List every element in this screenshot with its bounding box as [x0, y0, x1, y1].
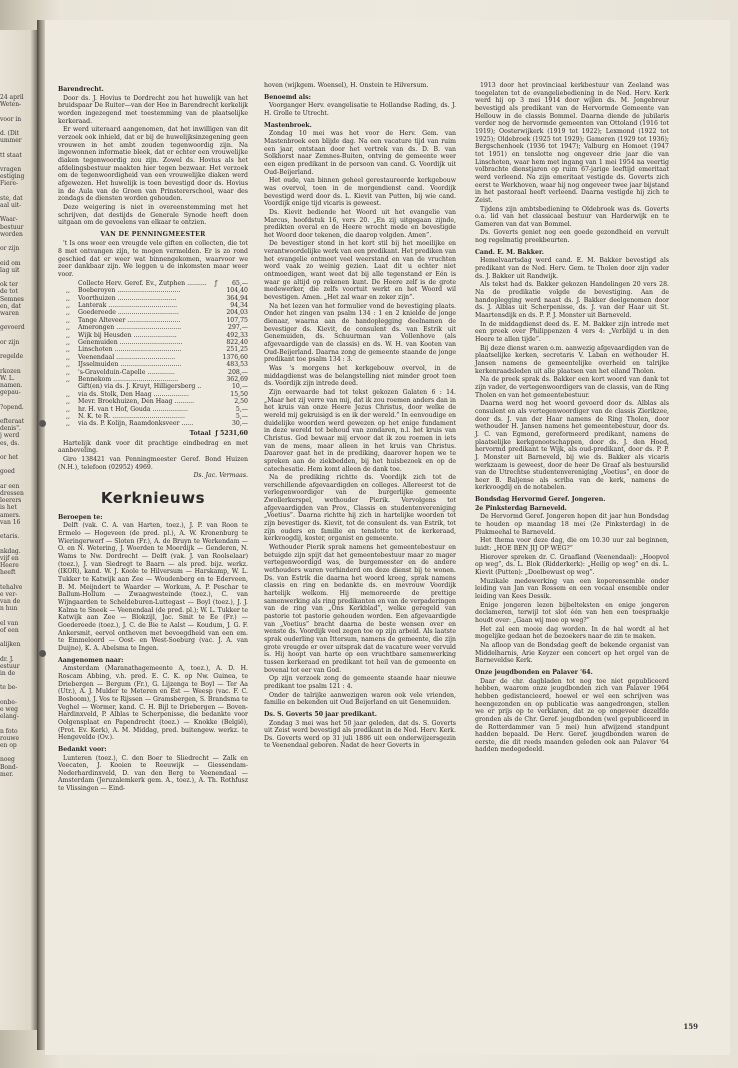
quote-mark: ,,: [66, 376, 70, 384]
quote-mark: ,,: [66, 405, 70, 413]
gift-label: Tange Alteveer ...........................: [78, 316, 181, 324]
adjacent-page-text-fragment: ummer: [0, 137, 22, 145]
gift-label: Gift(en) via ds. J. Kruyt, Hilligersberg ..: [78, 383, 202, 391]
magazine-page: [45, 20, 730, 1055]
gift-label: via ds. P. Kolijn, Raamdonksveer ......: [78, 420, 194, 428]
gift-amount: 362,69: [226, 376, 248, 384]
adjacent-page-text-fragment: W. L.: [0, 374, 15, 382]
article-paragraph: Enige jongeren lezen bijbelteksten en enige jongeren declameren, terwijl tot slot één van hen een toespraakje houdt over: „Gaan wij mee op weg?”: [475, 601, 669, 624]
article-paragraph: Daarna werd nog het woord gevoerd door ds. Alblas als consulent en als vertegenwoordiger van de classis Zierikzee, door ds. J. van der Haar namens de Ring Tholen, door wethouder H. Jansen namens het gemeentebestuur, door ds. J. C. van Egmond, gereformeerd predikant, namens de plaatselijke kerkgenootschappen, door ds. J. den Hoed, hervormd predikant te Wijk, als oud-predikant, door ds. P. P. J. Monster uit Barneveld, bij wie ds. Bakker als vicaris werkzaam is geweest, door de heer De Graaf als bestuurslid van de Utrechtse studentenvereniging „Voetius”, en door de heer B. Baljense als scriba van de kerk, namens de kerkvoogdij en de notabelen.: [475, 400, 669, 492]
article-paragraph: Als tekst had ds. Bakker gekozen Handelingen 20 vers 28. Na de predikatie volgde de bevestiging. Aan de handoplegging werd naast ds. J. Bakker deelgenomen door ds. J. Alblas uit Scherpenisse, ds. J. van der Haar uit St. Maartensdijk en ds. P. P. J. Monster uit Barneveld.: [475, 281, 669, 320]
quote-mark: ,,: [66, 353, 70, 361]
kerknieuws-title: Kerknieuws: [100, 488, 206, 507]
adjacent-page-text-fragment: or het: [0, 454, 19, 461]
gift-amount: 65,—: [231, 279, 248, 287]
gift-amount: 104,40: [226, 287, 248, 295]
gift-label: Wijk bij Heusden ......................: [78, 331, 177, 339]
adjacent-page-text-fragment: regelde: [0, 353, 24, 361]
adjacent-page-text-fragment: bestuur: [0, 223, 24, 231]
article-paragraph: Zondag 10 mei was het voor de Herv. Gem. van Mastenbroek een blijde dag. Na een vacature tijd van ruim een jaar, ontstaan door het vertrek van ds. D. B. van Solkhorst naar Zemnes-Buiten, ontving de gemeente weer een eigen predikant in de persoon van cand. G. Voordijk uit Oud-Beijerland.: [264, 130, 456, 176]
gift-amount: 5,—: [235, 413, 248, 421]
gift-label: hr. H. van t Hof, Gouda ..................: [78, 405, 188, 413]
gift-row: [58, 302, 248, 309]
gift-row: [58, 339, 248, 346]
adjacent-page-text-fragment: aal uit-: [0, 202, 22, 209]
quote-mark: ,,: [66, 316, 70, 324]
article-paragraph: Ds. Goverts geniet nog een goede gezondheid en vervult nog regelmatig preekbeurten.: [475, 229, 669, 245]
gift-amount: 204,03: [226, 309, 248, 317]
gift-row: [58, 280, 248, 287]
book-gutter: [37, 20, 45, 1050]
gift-amount: 297,—: [228, 324, 248, 332]
article-paragraph: Er werd uiteraard aangenomen, dat het inwilligen van dit verzoek ook inhield, dat er bij de huwelijksinzegening geen vrouwen in het ambt zouden tegenwoordig zijn. Na ingewonnen informatie bleek, dat er echter een vrouwelijke diaken tegenwoordig zou zijn. Zowel ds. Hovius als het afdelingsbestuur maakten hier tegen bezwaar. Het verzoek om de tegenwoordigheid van een vrouwelijke diaken werd afgewezen. Het huwelijk is toen bevestigd door ds. Hovius in de Aula van de Groen van Prinstererschool, waar des zondags de diensten worden gehouden.: [58, 126, 248, 203]
adjacent-page-text-fragment: es, ds.: [0, 439, 20, 447]
page-number: 159: [683, 1022, 698, 1031]
section-heading-penningmeester: VAN DE PENNINGMEESTER: [100, 230, 206, 238]
quote-mark: ,,: [66, 309, 70, 317]
benoemd-text: Voorganger Herv. evangelisatie te Hollandse Rading, ds. J. H. Grolle te Utrecht.: [264, 102, 456, 117]
adjacent-page-text-fragment: dressen: [0, 490, 24, 497]
section-heading-benoemd: Benoemd als:: [264, 93, 311, 101]
column-3: [475, 82, 669, 755]
column-2: [264, 82, 456, 751]
adjacent-page-text-fragment: Weten-: [0, 101, 22, 109]
bondsdag-subheading: 2e Pinksterdag Barneveld.: [475, 504, 567, 512]
article-paragraph: Door ds. J. Hovius te Dordrecht zou het huwelijk van het bruidspaar De Ruiter—van der Hee in Barendrecht kerkelijk worden ingezegend met toestemming van de plaatselijke kerkeraad.: [58, 94, 248, 125]
palaver-text: Daar de chr. dagbladen tot nog toe niet gepubliceerd hebben, waarom onze jeugdbonden zich van Palaver 1964 hebben gedistancieerd, hoewel er wel een schrijven was heengezonden en op publicatie was aangedrongen, stellen we er prijs op te verklaren, dat ze op ongeveer dezelfde gronden als de Chr. Geref. jeugdbonden (wel gepubliceerd in de Rotterdammer van 5 mei) hun afwijzend standpunt hadden bepaald. De Herv. Geref. jeugdbonden waren de eerste, die dit reeds maanden geleden ook aan Palaver '64 hadden medegedeeld.: [475, 677, 669, 754]
bakker-article: [475, 257, 669, 492]
gift-row: [58, 324, 248, 331]
adjacent-page-text-fragment: rouwe: [0, 734, 20, 742]
gift-amount: 30,—: [231, 420, 248, 428]
adjacent-page-text-fragment: Heere: [0, 562, 19, 569]
column-2-continuation: hoven (wijkgem. Woensel), H. Onstein te Hilversum.: [264, 82, 429, 89]
adjacent-page-text-fragment: amers.: [0, 511, 21, 519]
quote-mark: ,,: [66, 331, 70, 339]
gifts-total: [58, 430, 248, 438]
adjacent-page-text-fragment: of een: [0, 626, 19, 634]
adjacent-page-text-fragment: gepau-: [0, 389, 21, 397]
quote-mark: ,,: [66, 390, 70, 398]
article-paragraph: Zijn eerwaarde had tot tekst gekozen Galaten 6 : 14. „Maar het zij verre van mij, dat ik zou roemen anders dan in het kruis van onze Heere Jezus Christus, door welke de wereld mij gekruisigd is en ik der wereld.” In eenvoudige en duidelijke woorden werd gewezen op het enige fundament in deze wereld tot behoud van zondaren, n.l. het kruis van Christus. God bewaar mij ervoor dat ik zou roemen in iets van de mens, maar alleen in het kruis van Christus. Daarover gaat het in de prediking, daarover hopen we te spreken aan de ziekbedden, bij het huisbezoek en op de catechesatie. Hem komt alleen de dank toe.: [264, 388, 456, 473]
gift-row: [58, 420, 248, 427]
adjacent-page-text-fragment: estuur: [0, 662, 20, 670]
article-paragraph: Het zal een mooie dag worden. In de hal wordt al het mogelijke gedaan het de bezoekers naar de zin te maken.: [475, 625, 669, 641]
quote-mark: ,,: [66, 339, 70, 346]
gift-amount: 208,—: [228, 368, 248, 376]
adjacent-page-text-fragment: Semnes: [0, 295, 24, 303]
adjacent-page-text-fragment: vijf en: [0, 554, 19, 562]
gift-row: [58, 346, 248, 353]
gift-label: Mevr. Broekhuizen, Den Haag ..........: [78, 398, 195, 406]
adjacent-page-text-fragment: efteraat: [0, 418, 25, 425]
adjacent-page-text-fragment: or zijn: [0, 245, 20, 253]
gift-label: 's-Gravelduin-Capelle ..............: [78, 368, 175, 376]
article-paragraph: De bevestiger stond in het kort stil bij het moeilijke en verantwoordelijke werk van een predikant. Het prediken van het evangelie ontmoet veel weerstand en van de vruchten word vaak zo weinig gezien. Laat dit u echter niet ontmoedigen, want weet dat bij alle tegenstand er Eén is waar ge altijd op rekenen kunt. De Heere zelf is de grote medewerker, die zelfs voortuit werkt en het Woord wil bevestigen. Amen. „Het zal waar en zeker zijn”.: [264, 240, 456, 302]
beroepen-text: Delft (vak. C. A. van Harten, toez.), J. P. van Roon te Ermelo — Hogeveen (de pred. pl.), A. W. Kronenburg te Wieringerwerf — Sloten (Fr.), A. de Bruyn te Werkendam — O. en N. Wetering, J. Woerden te Moerdijk — Genderen, N. Wams te Nw. Dordrecht — Delft (vak. J. van Roolselaar) (toez.), J. van Siedregt te Baarn — als pred. bijz. werkz. (IKOR), kand. W. J. Koole te Hilversum — Harskamp, W. L. Tukker te Katwijk aan Zee — Woudenberg en te Ederveen, B. M. Meijndert te Waarder — Workum, A. P. Peschar te Ballum-Hollum — Zwaagwesteinde (toez.), C. van Wijngaarden te Scheldeburen-Luttegast — Boyl (toez.), J. J. Kalma te Sneek — Veenendaal (de pred. pl.); W. L. Tukker te Katwijk aan Zee — Blokzijl, Jac. Smit te Ee (Fr.) — Goedereede (toez.), J. C. de Bie te Aalst — Koudum, J. G. F. Ankersmit, eervol ontheven met bevoegdheid van een em. te Emmeloord — Oost- en West-Soeburg (vac. J. A. van Duijne), K. A. Abelsma te Ingen.: [58, 522, 248, 652]
section-heading-bedankt: Bedankt voor:: [58, 745, 107, 753]
adjacent-page-text-fragment: is het: [0, 504, 17, 512]
adjacent-page-text-fragment: ok ter: [0, 281, 18, 289]
section-heading-bakker: Cand. E. M. Bakker.: [475, 248, 544, 256]
adjacent-page-text-fragment: namen.: [0, 382, 23, 389]
adjacent-page-text-fragment: e weg: [0, 706, 18, 713]
adjacent-page-text-fragment: d. (Dit: [0, 130, 20, 137]
gift-amount: 483,53: [226, 361, 248, 369]
gift-row: [58, 406, 248, 413]
article-paragraph: Na de prediking richtte ds. Voordijk zich tot de verschillende afgevaardigden en colleges. Allereerst tot de verlegenwoordiger van de burgerlijke gemeente Zwollerkerspel, wethouder Pierik. Vervolgens tot afgevaardigden van Prov., Classis en studentenvereniging „Voetius”. Daarna richtte hij zich in hartelijke woorden tot zijn bevestiger ds. Kievit, tot de consulent ds. van Estrik, tot zijn ouders en familie en tenslotte tot de kerkeraad, kerkvoogdij, koster, organist en gemeente.: [264, 474, 456, 543]
quote-mark: ,,: [66, 413, 70, 421]
article-paragraph: Na de preek sprak ds. Bakker een kort woord van dank tot zijn vader, de vertegenwoordigers van de classis, van de Ring Tholen en van het gemeentebestuur.: [475, 376, 669, 399]
gift-amount: 5,—: [235, 405, 248, 413]
adjacent-page-text-fragment: mer.: [0, 770, 14, 778]
gift-row: [58, 383, 248, 390]
article-paragraph: In de middagdienst deed ds. E. M. Bakker zijn intrede met een preek over Philippenzen 4 vers 4: „Verblijd u in den Heere te allen tijde”.: [475, 320, 669, 343]
gift-row: [58, 295, 248, 302]
gift-amount: 15,50: [230, 390, 248, 398]
adjacent-page-text-fragment: el van: [0, 619, 19, 627]
gift-label: Goedereede ...............................: [78, 309, 179, 317]
article-paragraph: Was 's morgens het kerkgebouw overvol, in de middagdienst was de belangstelling niet minder groot toen ds. Voordijk zijn intrede deed.: [264, 364, 456, 388]
adjacent-page-text-fragment: in de: [0, 670, 16, 677]
gift-label: Linschoten ..................................: [78, 346, 182, 354]
adjacent-page-text-fragment: van de: [0, 598, 21, 605]
gifts-table: [58, 280, 248, 428]
gift-row: [58, 354, 248, 361]
gift-label: Amerongen .................................: [78, 324, 182, 332]
gift-row: [58, 376, 248, 383]
adjacent-page-text-fragment: j werd: [0, 432, 20, 440]
adjacent-page-text-fragment: alijken: [0, 641, 21, 649]
adjacent-page-text-fragment: en op: [0, 742, 17, 749]
gift-row: [58, 391, 248, 398]
total-amount: ƒ 5231,60: [215, 429, 248, 437]
gift-label: Voorthuizen ..............................: [78, 294, 177, 302]
section-heading-aangenomen: Aangenomen naar:: [58, 656, 124, 664]
aangenomen-text: Amsterdam (Maranathagemeente A, toez.), A. D. H. Roscam Abbing, v.h. pred. E. C. K. op Nw. Guinea, te Driebergen — Bergum (Fr.), G. Lijzenga te Boyl — Ter Aa (Utr.), A. J. Mulder te Meteren en Est — Weesp (vac. F. C. Bosboom), J. Vos te Rijssen — Gramsbergen, S. Brandsma te Veghel — Wormer, kand. C. H. Bijl te Driebergen — Boven-Hardinxveld, P. Alblas te Scherpenisse, die bedankte voor Oolgensplaat en Papendrecht (toez.) — Knokke (België), (Prot. Ev. Kerk), A. M. Middag, pred. buitengew. werkz. te Hengevelde (Ov.).: [58, 665, 248, 742]
adjacent-page-text-fragment: vragen: [0, 166, 22, 173]
gift-amount: 94,34: [230, 301, 248, 309]
adjacent-page-text-fragment: 24 april: [0, 94, 24, 101]
gift-row: [58, 317, 248, 324]
adjacent-page-text-fragment: dr. J.: [0, 655, 14, 663]
gift-amount: 107,75: [226, 316, 248, 324]
gift-row: [58, 309, 248, 316]
adjacent-page-text-fragment: ste, dat: [0, 194, 23, 202]
barendrecht-article: [58, 95, 248, 227]
quote-mark: ,,: [66, 294, 70, 302]
binding-hole: [39, 650, 46, 657]
gift-label: Boeberoyen ................................: [78, 287, 181, 295]
gift-amount: 2,50: [234, 398, 248, 406]
adjacent-page-text-fragment: noeg: [0, 756, 15, 764]
gift-label: via ds. Stolk, Den Haag ..................: [78, 390, 189, 398]
column-1: [58, 82, 248, 794]
adjacent-page-text-fragment: denis".: [0, 425, 21, 433]
article-paragraph: Deze weigering is niet in overeenstemming met het schrijven, dat destijds de Generale Synode heeft doen uitgaan om de gevoelens van elkaar te ontzien.: [58, 203, 248, 227]
quote-mark: ,,: [66, 346, 70, 354]
adjacent-page-text-fragment: etaris.: [0, 533, 20, 541]
section-heading-goverts: Ds. S. Goverts 50 jaar predikant.: [264, 710, 377, 718]
bedankt-text: Lunteren (toez.), C. den Boer te Sliedrecht — Zalk en Veecaten, J. Kooien te Reeuwijk — Giessendam-Nederhardinxveld, D. van den Berg te Veenendaal — Amsterdam (Jeruzalemkerk gem. A., toez.), A. Th. Rothfusz te Vlissingen — Eind-: [58, 754, 248, 793]
adjacent-page-text-fragment: worden: [0, 230, 23, 238]
article-paragraph: Wethouder Pierik sprak namens het gemeentebestuur en betuigde zijn spijt dat het gemeentebestuur maar zo mager vertegenwoordigd was, de burgemeester en de andere wethouders waren verhinderd om deze dienst bij te wonen. Ds. van Estrik die daarna het woord kreeg, sprak namens classis en ring en bedankte ds. en mevrouw Voordijk hartelijk welkom. Hij memoreerde de prettige samenwerking als ring predikanten en van de verpaderingen van de ring van „Ons Kerkblad”, welke geregeld van pastorie tot pastorie gehouden worden. Een afgevaardigde van „Voetius” bracht daarna de beste wensen over en wenste ds. Voordijk veel zegen toe op zijn arbeid. Als laatste sprak ouderling van Ittersum, namens de gemeente, die zijn grote vreugde er over uitsprak dat de vacature weer vervuld is. Hij hoopt van harte op een vruchtbare samenwerking tussen kerkeraad en predikant tot heil van de gemeente en bovenal tot eer van God.: [264, 544, 456, 674]
gift-label: Bennekom .................................: [78, 376, 179, 384]
article-paragraph: Hemelvaartsdag werd cand. E. M. Bakker bevestigd als predikant van de Ned. Herv. Gem. te Tholen door zijn vader ds. J. Bakker uit Randwijk.: [475, 257, 669, 280]
quote-mark: ,,: [66, 420, 70, 428]
adjacent-page-text-fragment: Waar-: [0, 216, 18, 224]
currency-sign: ƒ: [214, 279, 218, 287]
quote-mark: ,,: [66, 301, 70, 309]
total-label: Totaal: [189, 429, 211, 437]
gift-amount: 10,—: [231, 383, 248, 391]
section-heading-beroepen: Beroepen te:: [58, 513, 103, 521]
article-paragraph: Na afloop van de Bondsdag geeft de bekende organist van Middelharnis, Arie Keyzer een concert op het orgel van de Barneveldse Kerk.: [475, 641, 669, 665]
article-paragraph: Na het lezen van het formulier vond de bevestiging plaats. Onder het zingen van psalm 134 : 1 en 2 knielde de jonge dienaar, waarna aan de handoplegging deelnamen de bevestiger ds. Kievit, de consulent ds. van Estrik uit Genemuiden, ds. Schuurman van Vollenhove (als afgevaardigde van de classis) en ds. W. H. van Kooten van Oud-Beijerland. Daarna zong de gemeente staande de jonge predikant toe psalm 134 : 3.: [264, 302, 456, 364]
article-paragraph: Het oude, van binnen geheel gerestaureerde kerkgebouw was overvol, toen in de morgendienst cand. Voordijk bevestigd werd door ds. L. Kievit van Putten, bij wie cand. Voordijk enige tijd vicaris is geweest.: [264, 177, 456, 208]
adjacent-page-text-fragment: or zijn: [0, 338, 20, 346]
gift-amount: 251,25: [226, 346, 248, 354]
adjacent-page-text-fragment: en, dat: [0, 302, 22, 310]
quote-mark: [58, 280, 78, 287]
penningmeester-intro: 't Is ons weer een vreugde vele giften en collecten, die tot 8 met ontvangen zijn, te mogen vermelden. Er is zo rond geschied dat er weer wat binnengekomen, waarvoor we zeer dankbaar zijn. We leggen u de inkomsten maar weer voor.: [58, 240, 248, 279]
gift-label: IJsselmuiden ...............................: [78, 361, 182, 369]
adjacent-page-text-fragment: voor in: [0, 115, 22, 123]
binding-hole: [39, 420, 46, 427]
bondsdag-article: [475, 513, 669, 664]
gift-label: Lanterak ...................................: [78, 301, 178, 309]
quote-mark: [58, 383, 78, 390]
gift-row: [58, 398, 248, 405]
article-paragraph: Muzikale medewerking van een koperensemble onder leiding van Jan van Rossem en een vocaal ensemble onder leiding van Kees Dessik.: [475, 577, 669, 600]
adjacent-page-text-fragment: waren: [0, 310, 19, 317]
section-heading-mastenbroek: Mastenbroek.: [264, 121, 312, 129]
adjacent-page-text-fragment: Bond-: [0, 763, 18, 771]
article-paragraph: Ds. Kievit bediende het Woord uit het evangelie van Marcus, hoofdstuk 16, vers 20. „En zij uitgegaan zijnde, predikten overal en de Heere wrocht mede en bevestigde het Woord door tekenen, die daarop volgden. Amen”.: [264, 208, 456, 239]
goverts-text: Zondag 3 mei was het 50 jaar geleden, dat ds. S. Goverts uit Zeist werd bevestigd als predikant in de Ned. Herv. Kerk. Ds. Goverts werd op 31 juli 1886 uit een onderwijzersgezin te Veenendaal geboren. Nadat de heer Goverts in: [264, 719, 456, 750]
adjacent-page-text-fragment: ?opend.: [0, 403, 24, 411]
adjacent-page-text-fragment: gevoerd: [0, 324, 25, 332]
adjacent-page-text-fragment: de tot: [0, 288, 18, 296]
gift-amount: 822,40: [226, 339, 248, 346]
adjacent-page-edge: [0, 30, 38, 1030]
quote-mark: ,,: [66, 398, 70, 406]
article-paragraph: Bij deze dienst waren o.m. aanwezig afgevaardigden van de plaatselijke kerken, secretaris V. Laban en wethouder H. Jansen namens de gemeentelijke overheid en talrijke kerkenraadsleden uit alle plaatsen van het eiland Tholen.: [475, 344, 669, 375]
gift-row: [58, 413, 248, 420]
adjacent-page-text-fragment: nkdag.: [0, 547, 21, 555]
adjacent-page-text-fragment: te be-: [0, 684, 18, 692]
gift-row: [58, 287, 248, 294]
gift-amount: 492,33: [226, 331, 248, 339]
adjacent-page-text-fragment: n foto: [0, 727, 18, 735]
adjacent-page-text-fragment: e ver-: [0, 590, 18, 598]
article-paragraph: Het thema voor deze dag, die om 10.30 uur zal beginnen, luidt: „HOE BEN JIJ OP WEG?”: [475, 537, 669, 553]
quote-mark: ,,: [66, 324, 70, 332]
penningmeester-giro: Giro 138421 van Penningmeester Geref. Bond Huizen (N.H.), telefoon (02952) 4969.: [58, 455, 248, 471]
article-paragraph: Op zijn verzoek zong de gemeente staande haar nieuwe predikant toe psalm 121 : 4.: [264, 675, 456, 690]
article-paragraph: Hierover spreken dr. C. Graafland (Veenendaal): „Hoopvol op weg”, ds. L. Blok (Ridderkerk): „Heilig op weg” en ds. L. Kievit (Putten): „Doelbewust op weg”.: [475, 553, 669, 577]
adjacent-page-text-fragment: lag uit: [0, 266, 20, 274]
adjacent-page-text-fragment: rkozen: [0, 367, 21, 375]
gift-label: Genemuiden ................................: [78, 339, 183, 346]
adjacent-page-text-fragment: onbe-: [0, 698, 17, 706]
quote-mark: ,,: [66, 361, 70, 369]
gift-row: [58, 332, 248, 339]
quote-mark: ,,: [66, 287, 70, 295]
adjacent-page-text-fragment: heeft: [0, 569, 16, 577]
article-paragraph: Tijdens zijn ambtsbediening te Oldebroek was ds. Goverts o.a. lid van het classicaal bestuur van Harderwijk en te Gameren van dat van Bommel.: [475, 205, 669, 228]
section-heading-bondsdag: Bondsdag Hervormd Geref. Jongeren.: [475, 496, 606, 504]
goverts-continuation: [475, 82, 669, 245]
adjacent-page-text-fragment: tehalve: [0, 583, 23, 591]
adjacent-page-text-fragment: eid om: [0, 259, 21, 267]
gift-row: [58, 369, 248, 376]
adjacent-page-text-fragment: tt staat: [0, 151, 22, 159]
section-heading-palaver: Onze jeugdbonden en Palaver '64.: [475, 668, 593, 676]
gift-amount: 1376,60: [222, 353, 248, 361]
gift-label: Collecte Herv. Geref. Ev., Zutphen ..........: [78, 279, 207, 287]
adjacent-page-text-fragment: Fiere-: [0, 180, 19, 188]
penningmeester-signature: Ds. Jac. Vermaas.: [193, 472, 248, 480]
adjacent-page-text-fragment: estiging: [0, 173, 25, 181]
penningmeester-closing: Hartelijk dank voor dit prachtige eindbedrag en met aanbeveling.: [58, 439, 248, 455]
article-paragraph: 1913 door het provinciaal kerkbestuur van Zeeland was toegelaten tot de evangeliebediening in de Ned. Herv. Kerk werd hij op 3 mei 1914 door wijlen ds. M. Jongebreur bevestigd als predikant van de Hervormde Gemeente van Hellouw in de classis Bommel. Daarna diende de jubilaris verder nog de hervormde gemeenten van Ottoland (1916 tot 1919); Oosterwijkerk (1919 tot 1922); Lexmond (1922 tot 1925); Oldebroek (1925 tot 1929); Gameren (1929 tot 1936); Bergschenhoek (1936 tot 1947); Valburg en Homoet (1947 tot 1951) en tenslotte nog ongeveer drie jaar die van Linschoten, waar hem met ingang van 1 mei 1954 na veertig volbrachte dienstjaren op ruim 67-jarige leeftijd emeritaat werd verleend. Na zijn emeritaat vestigde ds. Goverts zich eerst te Werkhoven, waar hij nog ongeveer twee jaar bijstand in het pastoraal heeft verleend. Daarna vestigde hij zich te Zeist.: [475, 82, 669, 204]
gift-amount: 364,94: [226, 294, 248, 302]
article-paragraph: De Hervormd Geref. Jongeren hopen dit jaar hun Bondsdag te houden op maandag 18 mei (2e Pinksterdag) in de Plukmeehal te Barneveld.: [475, 513, 669, 536]
adjacent-page-text-fragment: van 16: [0, 518, 21, 526]
gift-label: N. K. te R. .....................................: [78, 413, 185, 421]
article-paragraph: Onder de talrijke aanwezigen waren ook vele vrienden, familie en bekenden uit Oud Beijerland en uit Genemuiden.: [264, 691, 456, 707]
adjacent-page-text-fragment: leerers: [0, 497, 22, 505]
gift-row: [58, 361, 248, 368]
adjacent-page-text-fragment: n hun: [0, 605, 18, 613]
adjacent-page-text-fragment: ar een: [0, 482, 20, 490]
quote-mark: ,,: [66, 368, 70, 376]
gift-label: Veenendaal ..............................: [78, 353, 176, 361]
section-heading-barendrecht: Barendrecht.: [58, 86, 104, 93]
adjacent-page-text-fragment: elang-: [0, 713, 19, 721]
mastenbroek-article: [264, 130, 456, 707]
adjacent-page-text-fragment: goed: [0, 468, 15, 476]
